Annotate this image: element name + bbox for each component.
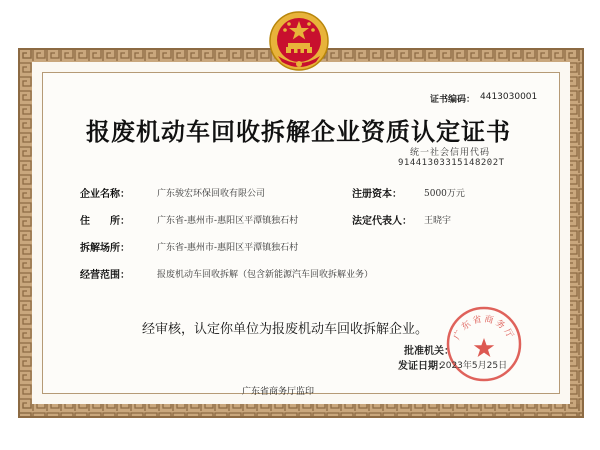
certificate-title: 报废机动车回收拆解企业资质认定证书 [86, 118, 511, 146]
company-name-label: 企业名称： [80, 189, 130, 200]
seal-text: 广东省商务厅 [452, 314, 516, 342]
address-label: 住 所： [80, 216, 130, 227]
capital-label: 注册资本： [352, 189, 402, 200]
approval-statement: 经审核，认定你单位为报废机动车回收拆解企业。 [142, 322, 429, 337]
legal-rep-value: 王晓宇 [424, 216, 452, 226]
capital-value: 5000万元 [424, 189, 465, 199]
site-label: 拆解场所： [80, 243, 130, 254]
serial-label: 证书编码： [430, 95, 476, 105]
scope-value: 报废机动车回收拆解（包含新能源汽车回收拆解业务） [157, 270, 374, 280]
legal-rep-label: 法定代表人： [352, 216, 412, 227]
company-name-value: 广东骏宏环保回收有限公司 [157, 189, 266, 199]
serial-value: 4413030001 [480, 92, 538, 102]
issuer-text: 广东省商务厅监印 [242, 387, 315, 397]
national-emblem-icon [268, 10, 330, 72]
scope-label: 经营范围： [80, 270, 130, 281]
site-value: 广东省-惠州市-惠阳区平潭镇独石村 [157, 243, 299, 253]
date-label: 发证日期： [398, 361, 448, 372]
date-value: 2023年5月25日 [440, 361, 508, 371]
address-value: 广东省-惠州市-惠阳区平潭镇独石村 [157, 216, 299, 226]
official-seal [444, 304, 524, 384]
uscc-value: 91441303315148202T [398, 158, 505, 168]
authority-label: 批准机关： [404, 346, 454, 357]
uscc-label: 统一社会信用代码 [410, 148, 491, 158]
